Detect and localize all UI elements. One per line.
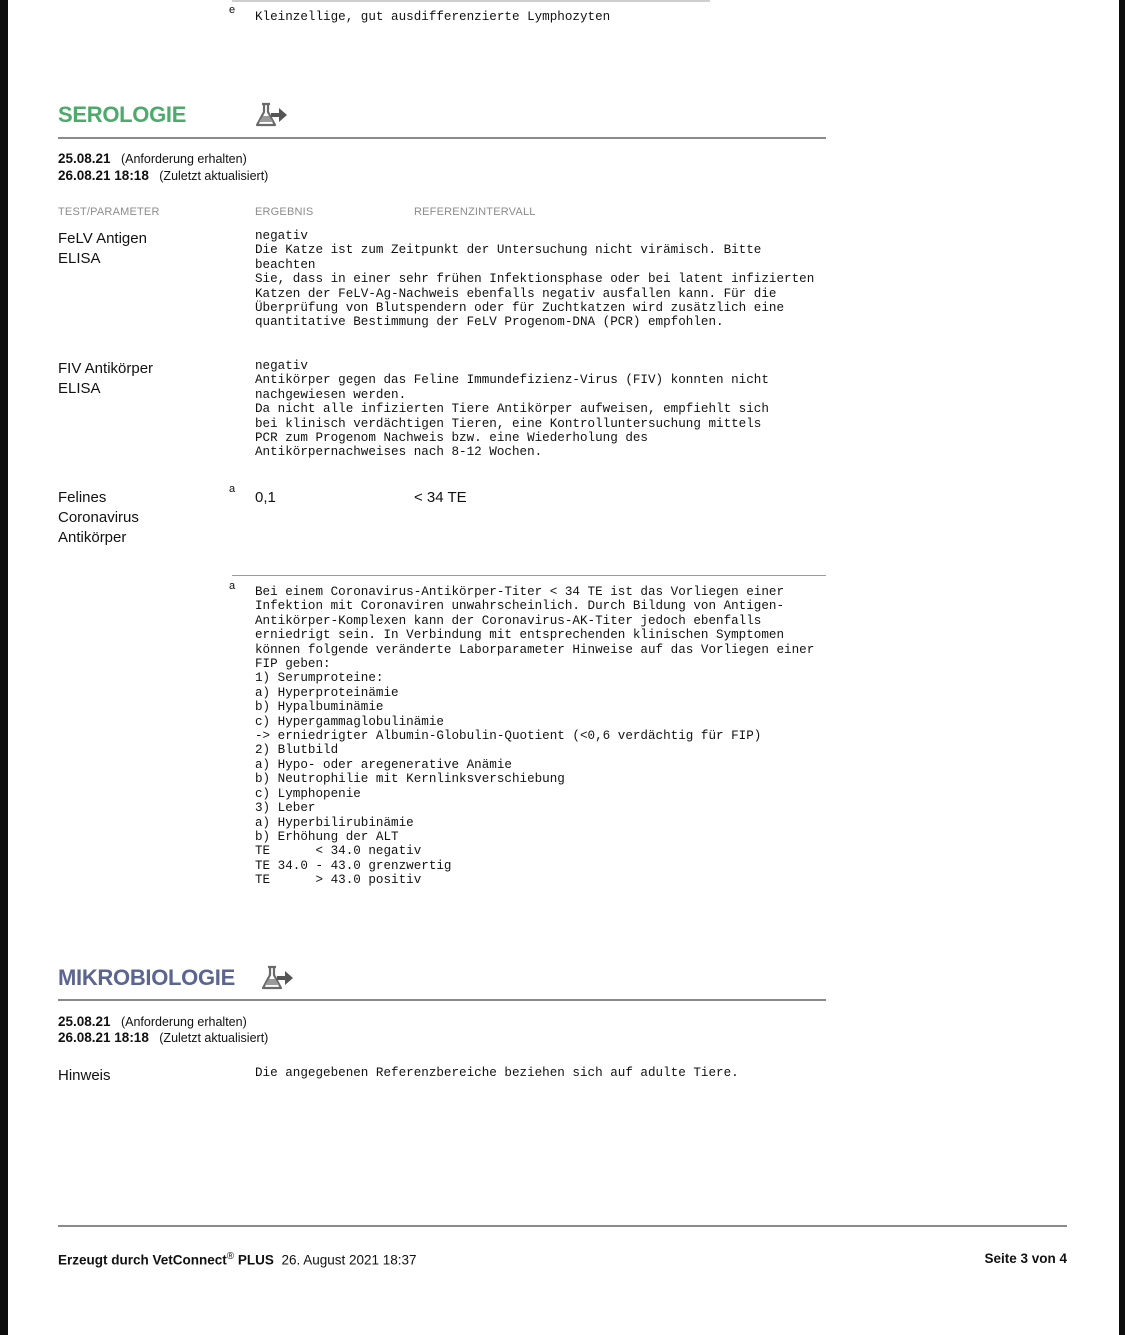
serologie-date-updated xyxy=(58,168,268,183)
param-felv-method: ELISA xyxy=(58,250,101,267)
registered-mark: ® xyxy=(226,1251,235,1262)
param-felv-name: FeLV Antigen xyxy=(58,230,147,247)
footnote-a-text: Bei einem Coronavirus-Antikörper-Titer < 34 TE ist das Vorliegen einer Infektion mit Coronaviren unwahrscheinlich. Durch Bildung von Antigen- Antikörper-Komplexen kann der Coronavirus-AK-Titer jedoch ebenfalls erniedrigt sein. In Verbindung mit entsprechenden klinischen Symptomen können folgende veränderte Laborparameter Hinweise auf das Vorliegen einer FIP geben: 1) Serumproteine: a) Hyperproteinämie b) Hypalbuminämie c) Hypergammaglobulinämie -> erniedrigter Albumin-Globulin-Quotient (<0,6 verdächtig für FIP) 2) Blutbild a) Hypo- oder aregenerative Anämie b) Neutrophilie mit Kernlinksverschiebung c) Lymphopenie 3) Leber a) Hyperbilirubinämie b) Erhöhung der ALT TE < 34.0 negativ TE 34.0 - 43.0 grenzwertig TE > 43.0 positiv xyxy=(255,585,815,888)
result-fiv: negativ Antikörper gegen das Feline Immundefizienz-Virus (FIV) konnten nicht nachgewiesen werden. Da nicht alle infizierten Tiere Antikörper aufweisen, empfiehlt sich bei klinisch verdächtigen Tieren, eine Kontrolluntersuchung mittels PCR zum Progenom Nachweis bzw. eine Wiederholung des Antikörpernachweises nach 8-12 Wochen. xyxy=(255,359,769,460)
footer-generated-by: Erzeugt durch VetConnect xyxy=(58,1252,227,1268)
date-updated: 26.08.21 18:18 xyxy=(58,168,149,183)
mikrobiologie-rule xyxy=(58,999,826,1001)
date-received-label: (Anforderung erhalten) xyxy=(120,1015,247,1029)
result-felv: negativ Die Katze ist zum Zeitpunkt der Untersuchung nicht virämisch. Bitte beachten Sie, dass in einer sehr frühen Infektionsphase oder bei latent infizierten Katzen der FeLV-Ag-Nachweis ebenfalls negativ ausfallen kann. Für die Überprüfung von Blutspendern oder für Zuchtkatzen wird zusätzlich eine quantitative Bestimmung der FeLV Progenom-DNA (PCR) empfohlen. xyxy=(255,229,815,330)
footnote-marker-e: e xyxy=(229,4,236,16)
result-fcov-value: 0,1 xyxy=(255,489,276,506)
mikro-date-updated xyxy=(58,1030,268,1045)
param-fiv xyxy=(58,359,153,399)
mikrobiologie-title: MIKROBIOLOGIE xyxy=(58,965,235,990)
lab-flask-export-icon[interactable] xyxy=(254,101,288,129)
param-fcov-line2: Coronavirus xyxy=(58,509,139,526)
date-updated-label: (Zuletzt aktualisiert) xyxy=(159,1031,269,1045)
col-header-test: TEST/PARAMETER xyxy=(58,206,160,218)
date-received: 25.08.21 xyxy=(58,151,111,166)
param-fiv-method: ELISA xyxy=(58,380,101,397)
top-fragment-rule xyxy=(232,0,710,2)
hint-label: Hinweis xyxy=(58,1067,111,1084)
footer-date: 26. August 2021 18:37 xyxy=(281,1252,417,1268)
col-header-reference: REFERENZINTERVALL xyxy=(414,206,536,218)
footer-rule xyxy=(58,1225,1067,1227)
serologie-date-received xyxy=(58,151,247,166)
footnote-a-marker: a xyxy=(229,580,236,592)
serologie-rule xyxy=(58,137,826,139)
date-received: 25.08.21 xyxy=(58,1014,111,1029)
param-fcov-line3: Antikörper xyxy=(58,529,127,546)
lab-flask-export-icon[interactable] xyxy=(260,964,294,992)
result-fcov-reference: < 34 TE xyxy=(414,489,467,506)
date-updated-label: (Zuletzt aktualisiert) xyxy=(159,169,269,183)
footer-page-number: Seite 3 von 4 xyxy=(984,1251,1067,1266)
param-fcov xyxy=(58,488,139,548)
footer-plus: PLUS xyxy=(234,1252,274,1268)
param-felv xyxy=(58,229,147,269)
left-edge xyxy=(0,0,8,1335)
footnote-rule xyxy=(232,575,826,576)
col-header-result: ERGEBNIS xyxy=(255,206,314,218)
footnote-marker-a: a xyxy=(229,483,236,495)
param-fcov-line1: Felines xyxy=(58,489,107,506)
hint-text: Die angegebenen Referenzbereiche beziehen sich auf adulte Tiere. xyxy=(255,1066,739,1080)
date-updated: 26.08.21 18:18 xyxy=(58,1030,149,1045)
param-fiv-name: FIV Antikörper xyxy=(58,360,154,377)
mikro-date-received xyxy=(58,1014,247,1029)
top-note-text: Kleinzellige, gut ausdifferenzierte Lymphozyten xyxy=(255,10,611,24)
right-edge xyxy=(1119,0,1125,1335)
serologie-title: SEROLOGIE xyxy=(58,102,187,127)
date-received-label: (Anforderung erhalten) xyxy=(120,152,247,166)
footer-generated xyxy=(58,1251,417,1268)
